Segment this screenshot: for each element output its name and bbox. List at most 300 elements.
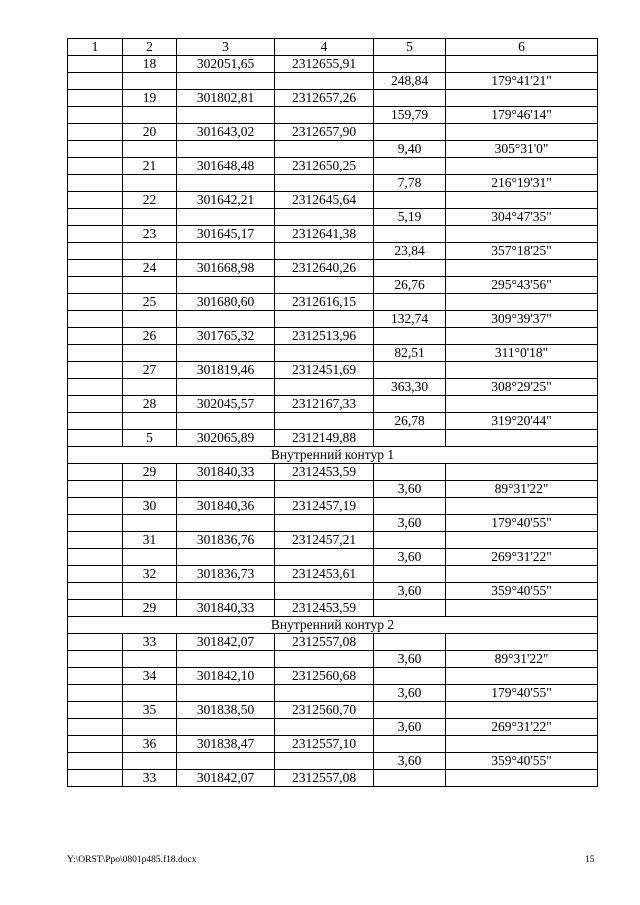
angle-cell: 179°46'14" <box>446 107 598 124</box>
empty-cell <box>68 600 123 617</box>
empty-cell <box>68 90 123 107</box>
x-coordinate-cell: 301840,33 <box>177 464 275 481</box>
empty-cell <box>275 277 374 294</box>
empty-cell <box>177 345 275 362</box>
empty-cell <box>68 651 123 668</box>
angle-cell: 179°40'55" <box>446 685 598 702</box>
empty-cell <box>446 260 598 277</box>
empty-cell <box>68 498 123 515</box>
point-number-cell: 20 <box>123 124 177 141</box>
empty-cell <box>446 396 598 413</box>
empty-cell <box>446 498 598 515</box>
point-row <box>68 736 598 753</box>
empty-cell <box>123 107 177 124</box>
empty-cell <box>123 175 177 192</box>
point-row <box>68 396 598 413</box>
angle-cell: 269°31'22" <box>446 549 598 566</box>
empty-cell <box>374 566 446 583</box>
empty-cell <box>374 736 446 753</box>
empty-cell <box>374 260 446 277</box>
x-coordinate-cell: 301836,73 <box>177 566 275 583</box>
segment-row <box>68 413 598 430</box>
point-number-cell: 32 <box>123 566 177 583</box>
empty-cell <box>275 651 374 668</box>
y-coordinate-cell: 2312453,61 <box>275 566 374 583</box>
empty-cell <box>68 192 123 209</box>
point-row <box>68 124 598 141</box>
angle-cell: 216°19'31" <box>446 175 598 192</box>
empty-cell <box>68 634 123 651</box>
point-number-cell: 33 <box>123 634 177 651</box>
empty-cell <box>446 294 598 311</box>
empty-cell <box>177 583 275 600</box>
empty-cell <box>446 634 598 651</box>
point-row <box>68 158 598 175</box>
empty-cell <box>374 702 446 719</box>
y-coordinate-cell: 2312451,69 <box>275 362 374 379</box>
empty-cell <box>177 413 275 430</box>
angle-cell: 179°40'55" <box>446 515 598 532</box>
empty-cell <box>177 753 275 770</box>
empty-cell <box>68 668 123 685</box>
empty-cell <box>275 141 374 158</box>
empty-cell <box>374 770 446 787</box>
empty-cell <box>374 634 446 651</box>
empty-cell <box>123 481 177 498</box>
empty-cell <box>68 294 123 311</box>
point-number-cell: 26 <box>123 328 177 345</box>
empty-cell <box>374 328 446 345</box>
empty-cell <box>177 141 275 158</box>
empty-cell <box>177 651 275 668</box>
empty-cell <box>123 753 177 770</box>
empty-cell <box>446 362 598 379</box>
point-row <box>68 498 598 515</box>
empty-cell <box>123 345 177 362</box>
angle-cell: 89°31'22" <box>446 651 598 668</box>
x-coordinate-cell: 302051,65 <box>177 56 275 73</box>
point-row <box>68 328 598 345</box>
y-coordinate-cell: 2312657,26 <box>275 90 374 107</box>
empty-cell <box>275 379 374 396</box>
segment-row <box>68 583 598 600</box>
column-header: 4 <box>275 39 374 56</box>
point-number-cell: 18 <box>123 56 177 73</box>
y-coordinate-cell: 2312640,26 <box>275 260 374 277</box>
empty-cell <box>446 192 598 209</box>
empty-cell <box>68 345 123 362</box>
x-coordinate-cell: 301842,07 <box>177 634 275 651</box>
point-number-cell: 34 <box>123 668 177 685</box>
point-number-cell: 22 <box>123 192 177 209</box>
y-coordinate-cell: 2312167,33 <box>275 396 374 413</box>
empty-cell <box>177 107 275 124</box>
angle-cell: 309°39'37" <box>446 311 598 328</box>
empty-cell <box>123 413 177 430</box>
empty-cell <box>68 396 123 413</box>
point-number-cell: 24 <box>123 260 177 277</box>
empty-cell <box>123 311 177 328</box>
distance-cell: 26,78 <box>374 413 446 430</box>
segment-row <box>68 243 598 260</box>
empty-cell <box>446 736 598 753</box>
angle-cell: 359°40'55" <box>446 583 598 600</box>
x-coordinate-cell: 301842,07 <box>177 770 275 787</box>
point-row <box>68 532 598 549</box>
empty-cell <box>68 328 123 345</box>
point-number-cell: 19 <box>123 90 177 107</box>
point-row <box>68 260 598 277</box>
x-coordinate-cell: 301840,33 <box>177 600 275 617</box>
empty-cell <box>275 107 374 124</box>
x-coordinate-cell: 301842,10 <box>177 668 275 685</box>
column-header: 1 <box>68 39 123 56</box>
empty-cell <box>68 532 123 549</box>
empty-cell <box>123 685 177 702</box>
point-row <box>68 770 598 787</box>
empty-cell <box>374 124 446 141</box>
empty-cell <box>177 685 275 702</box>
empty-cell <box>68 243 123 260</box>
empty-cell <box>275 209 374 226</box>
distance-cell: 9,40 <box>374 141 446 158</box>
point-row <box>68 566 598 583</box>
point-number-cell: 23 <box>123 226 177 243</box>
empty-cell <box>374 158 446 175</box>
empty-cell <box>68 702 123 719</box>
footer-file-path: Y:\ORST\Ppo\0801p485.f18.docx <box>67 855 197 865</box>
empty-cell <box>68 311 123 328</box>
segment-row <box>68 549 598 566</box>
segment-row <box>68 311 598 328</box>
segment-row <box>68 141 598 158</box>
empty-cell <box>123 277 177 294</box>
angle-cell: 357°18'25" <box>446 243 598 260</box>
distance-cell: 7,78 <box>374 175 446 192</box>
x-coordinate-cell: 301836,76 <box>177 532 275 549</box>
empty-cell <box>68 226 123 243</box>
point-number-cell: 35 <box>123 702 177 719</box>
empty-cell <box>374 464 446 481</box>
empty-cell <box>123 141 177 158</box>
section-title-row <box>68 447 598 464</box>
distance-cell: 3,60 <box>374 753 446 770</box>
y-coordinate-cell: 2312149,88 <box>275 430 374 447</box>
empty-cell <box>275 345 374 362</box>
angle-cell: 311°0'18" <box>446 345 598 362</box>
empty-cell <box>123 583 177 600</box>
empty-cell <box>68 277 123 294</box>
empty-cell <box>446 464 598 481</box>
empty-cell <box>275 719 374 736</box>
distance-cell: 3,60 <box>374 481 446 498</box>
point-number-cell: 29 <box>123 464 177 481</box>
y-coordinate-cell: 2312655,91 <box>275 56 374 73</box>
empty-cell <box>68 566 123 583</box>
segment-row <box>68 107 598 124</box>
point-row <box>68 56 598 73</box>
empty-cell <box>446 668 598 685</box>
empty-cell <box>68 260 123 277</box>
empty-cell <box>68 158 123 175</box>
point-number-cell: 31 <box>123 532 177 549</box>
empty-cell <box>275 583 374 600</box>
angle-cell: 308°29'25" <box>446 379 598 396</box>
empty-cell <box>374 90 446 107</box>
empty-cell <box>177 209 275 226</box>
segment-row <box>68 753 598 770</box>
point-number-cell: 21 <box>123 158 177 175</box>
empty-cell <box>374 192 446 209</box>
empty-cell <box>177 311 275 328</box>
x-coordinate-cell: 301819,46 <box>177 362 275 379</box>
y-coordinate-cell: 2312457,19 <box>275 498 374 515</box>
y-coordinate-cell: 2312560,68 <box>275 668 374 685</box>
empty-cell <box>275 515 374 532</box>
section-title-cell: Внутренний контур 2 <box>68 617 598 634</box>
x-coordinate-cell: 301680,60 <box>177 294 275 311</box>
empty-cell <box>68 379 123 396</box>
empty-cell <box>68 141 123 158</box>
distance-cell: 26,76 <box>374 277 446 294</box>
y-coordinate-cell: 2312557,10 <box>275 736 374 753</box>
empty-cell <box>446 566 598 583</box>
x-coordinate-cell: 301645,17 <box>177 226 275 243</box>
distance-cell: 363,30 <box>374 379 446 396</box>
empty-cell <box>68 175 123 192</box>
point-row <box>68 702 598 719</box>
coordinates-table <box>67 38 598 787</box>
y-coordinate-cell: 2312616,15 <box>275 294 374 311</box>
distance-cell: 3,60 <box>374 685 446 702</box>
empty-cell <box>275 311 374 328</box>
empty-cell <box>68 753 123 770</box>
empty-cell <box>446 90 598 107</box>
header-row <box>68 39 598 56</box>
empty-cell <box>374 294 446 311</box>
distance-cell: 248,84 <box>374 73 446 90</box>
empty-cell <box>68 583 123 600</box>
distance-cell: 3,60 <box>374 719 446 736</box>
empty-cell <box>177 73 275 90</box>
segment-row <box>68 209 598 226</box>
y-coordinate-cell: 2312513,96 <box>275 328 374 345</box>
empty-cell <box>446 770 598 787</box>
angle-cell: 295°43'56" <box>446 277 598 294</box>
empty-cell <box>446 430 598 447</box>
empty-cell <box>68 685 123 702</box>
y-coordinate-cell: 2312650,25 <box>275 158 374 175</box>
x-coordinate-cell: 301765,32 <box>177 328 275 345</box>
empty-cell <box>275 753 374 770</box>
y-coordinate-cell: 2312645,64 <box>275 192 374 209</box>
empty-cell <box>177 175 275 192</box>
empty-cell <box>68 549 123 566</box>
x-coordinate-cell: 301642,21 <box>177 192 275 209</box>
empty-cell <box>446 158 598 175</box>
empty-cell <box>374 56 446 73</box>
segment-row <box>68 685 598 702</box>
x-coordinate-cell: 302045,57 <box>177 396 275 413</box>
angle-cell: 179°41'21" <box>446 73 598 90</box>
empty-cell <box>68 515 123 532</box>
point-row <box>68 294 598 311</box>
segment-row <box>68 719 598 736</box>
point-row <box>68 226 598 243</box>
empty-cell <box>177 515 275 532</box>
segment-row <box>68 277 598 294</box>
point-row <box>68 90 598 107</box>
empty-cell <box>177 481 275 498</box>
empty-cell <box>68 736 123 753</box>
empty-cell <box>177 719 275 736</box>
distance-cell: 3,60 <box>374 515 446 532</box>
y-coordinate-cell: 2312457,21 <box>275 532 374 549</box>
point-number-cell: 36 <box>123 736 177 753</box>
angle-cell: 359°40'55" <box>446 753 598 770</box>
empty-cell <box>275 175 374 192</box>
empty-cell <box>374 430 446 447</box>
empty-cell <box>177 379 275 396</box>
point-row <box>68 192 598 209</box>
empty-cell <box>275 413 374 430</box>
empty-cell <box>374 498 446 515</box>
segment-row <box>68 73 598 90</box>
point-number-cell: 27 <box>123 362 177 379</box>
empty-cell <box>275 549 374 566</box>
x-coordinate-cell: 302065,89 <box>177 430 275 447</box>
empty-cell <box>446 226 598 243</box>
x-coordinate-cell: 301838,47 <box>177 736 275 753</box>
empty-cell <box>123 549 177 566</box>
distance-cell: 3,60 <box>374 651 446 668</box>
empty-cell <box>68 209 123 226</box>
segment-row <box>68 175 598 192</box>
point-number-cell: 5 <box>123 430 177 447</box>
point-number-cell: 30 <box>123 498 177 515</box>
point-row <box>68 668 598 685</box>
x-coordinate-cell: 301668,98 <box>177 260 275 277</box>
y-coordinate-cell: 2312453,59 <box>275 464 374 481</box>
empty-cell <box>123 209 177 226</box>
empty-cell <box>275 481 374 498</box>
column-header: 3 <box>177 39 275 56</box>
distance-cell: 3,60 <box>374 583 446 600</box>
empty-cell <box>374 600 446 617</box>
empty-cell <box>68 362 123 379</box>
empty-cell <box>275 243 374 260</box>
empty-cell <box>446 532 598 549</box>
empty-cell <box>275 73 374 90</box>
empty-cell <box>446 124 598 141</box>
distance-cell: 82,51 <box>374 345 446 362</box>
empty-cell <box>177 243 275 260</box>
distance-cell: 132,74 <box>374 311 446 328</box>
segment-row <box>68 515 598 532</box>
distance-cell: 5,19 <box>374 209 446 226</box>
empty-cell <box>68 481 123 498</box>
angle-cell: 304°47'35" <box>446 209 598 226</box>
x-coordinate-cell: 301840,36 <box>177 498 275 515</box>
empty-cell <box>68 56 123 73</box>
y-coordinate-cell: 2312560,70 <box>275 702 374 719</box>
empty-cell <box>374 226 446 243</box>
point-row <box>68 362 598 379</box>
segment-row <box>68 345 598 362</box>
empty-cell <box>177 277 275 294</box>
angle-cell: 319°20'44" <box>446 413 598 430</box>
angle-cell: 305°31'0" <box>446 141 598 158</box>
empty-cell <box>446 702 598 719</box>
empty-cell <box>68 719 123 736</box>
distance-cell: 23,84 <box>374 243 446 260</box>
empty-cell <box>446 56 598 73</box>
empty-cell <box>68 770 123 787</box>
point-row <box>68 600 598 617</box>
empty-cell <box>177 549 275 566</box>
x-coordinate-cell: 301838,50 <box>177 702 275 719</box>
angle-cell: 89°31'22" <box>446 481 598 498</box>
y-coordinate-cell: 2312453,59 <box>275 600 374 617</box>
empty-cell <box>123 243 177 260</box>
empty-cell <box>68 413 123 430</box>
section-title-row <box>68 617 598 634</box>
empty-cell <box>374 396 446 413</box>
empty-cell <box>123 515 177 532</box>
empty-cell <box>123 379 177 396</box>
column-header: 6 <box>446 39 598 56</box>
segment-row <box>68 651 598 668</box>
empty-cell <box>374 532 446 549</box>
y-coordinate-cell: 2312557,08 <box>275 770 374 787</box>
point-number-cell: 28 <box>123 396 177 413</box>
column-header: 2 <box>123 39 177 56</box>
x-coordinate-cell: 301643,02 <box>177 124 275 141</box>
empty-cell <box>68 124 123 141</box>
empty-cell <box>374 362 446 379</box>
column-header: 5 <box>374 39 446 56</box>
empty-cell <box>68 107 123 124</box>
x-coordinate-cell: 301802,81 <box>177 90 275 107</box>
distance-cell: 159,79 <box>374 107 446 124</box>
empty-cell <box>446 600 598 617</box>
section-title-cell: Внутренний контур 1 <box>68 447 598 464</box>
y-coordinate-cell: 2312657,90 <box>275 124 374 141</box>
point-row <box>68 430 598 447</box>
point-number-cell: 33 <box>123 770 177 787</box>
segment-row <box>68 481 598 498</box>
empty-cell <box>374 668 446 685</box>
empty-cell <box>68 430 123 447</box>
empty-cell <box>446 328 598 345</box>
empty-cell <box>123 719 177 736</box>
distance-cell: 3,60 <box>374 549 446 566</box>
point-number-cell: 25 <box>123 294 177 311</box>
empty-cell <box>123 651 177 668</box>
empty-cell <box>68 464 123 481</box>
point-row <box>68 634 598 651</box>
y-coordinate-cell: 2312557,08 <box>275 634 374 651</box>
x-coordinate-cell: 301648,48 <box>177 158 275 175</box>
y-coordinate-cell: 2312641,38 <box>275 226 374 243</box>
segment-row <box>68 379 598 396</box>
footer-page-number: 15 <box>585 855 595 865</box>
angle-cell: 269°31'22" <box>446 719 598 736</box>
empty-cell <box>123 73 177 90</box>
empty-cell <box>275 685 374 702</box>
point-number-cell: 29 <box>123 600 177 617</box>
empty-cell <box>68 73 123 90</box>
